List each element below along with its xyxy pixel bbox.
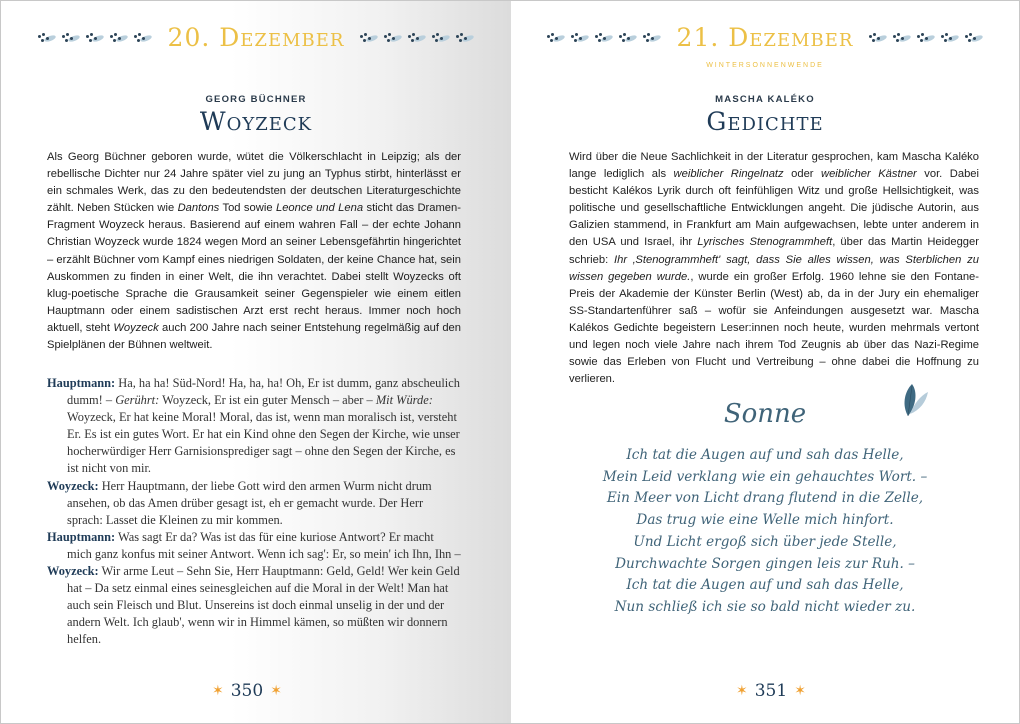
dialogue-line: Woyzeck: Wir arme Leut – Sehn Sie, Herr Hauptmann: Geld, Geld! Wer kein Geld hat – Da setz einmal eines seinesgleichen auf die Moral in der Welt! Man hat auch sein Fleisch und Blut. Unsereins ist doch einmal unselig in der und der andern Welt. Ich glaub', wenn wir in Himmel kämen, so müßten wir donnern helfen.: [47, 564, 460, 647]
poem-line: Mein Leid verklang wie ein gehauchtes Wort. –: [602, 468, 928, 485]
intro-paragraph: Wird über die Neue Sachlichkeit in der Literatur gesprochen, kam Mascha Kaléko lange lediglich als weiblicher Ringelnatz oder weiblicher Kästner vor. Dabei besticht Kalékos Lyrik durch oft feinfühligen Witz und große Hellsichtigkeit, was politische und gesellschaftliche Entwicklungen angeht. Die jüdische Autorin, aus Galizien stammend, in Frankfurt am Main aufgewachsen, lebte unter anderem in den USA und Israel, ihr Lyrisches Stenogrammheft, über das Martin Heidegger schrieb: Ihr ‚Stenogrammheft' sagt, dass Sie alles wissen, was Sterblichen zu wissen gegeben wurde., wurde ein großer Erfolg. 1960 lehne sie den Fontane-Preis der Akademie der Künster Berlin (West) ab, da in der Jury ein ehemaliger SS-Standartenführer saß – wofür sie Anfeindungen ausgesetzt war. Mascha Kalékos Gedichte begeistern Leser:innen noch heute, wurden mehrmals vertont und legen noch viele Jahre nach ihrem Tod Zeugnis ab über das Nazi-Regime sowie das Erleben von Flucht und Vertreibung – ohne dabei die Hoffnung zu verlieren.: [569, 151, 980, 386]
poem-line: Ein Meer von Licht drang flutend in die Zelle,: [606, 490, 924, 507]
poem-body: [511, 445, 1019, 619]
dialogue-excerpt: [47, 375, 461, 649]
left-page: [1, 1, 511, 723]
holly-ornament-icon: [358, 32, 476, 44]
poem-line: Das trug wie eine Welle mich hinfort.: [636, 512, 894, 529]
star-icon: ✶: [794, 683, 806, 699]
holly-ornament-icon: [36, 32, 154, 44]
star-icon: ✶: [212, 683, 224, 699]
dialogue-line: Woyzeck: Herr Hauptmann, der liebe Gott wird den armen Wurm nicht drum ansehen, ob das Amen drüber gesagt ist, eh er gemacht wurde. Der Herr sprach: Lasset die Kleinen zu mir kommen.: [47, 478, 432, 527]
date-title: 21. Dezember: [676, 23, 854, 52]
poem-title: Sonne: [723, 399, 807, 429]
star-icon: ✶: [736, 683, 748, 699]
holly-ornament-icon: [867, 32, 985, 44]
page-number: [736, 681, 806, 701]
page-number: [212, 681, 282, 701]
speaker-name: Hauptmann:: [47, 376, 116, 390]
star-icon: ✶: [270, 683, 282, 699]
poem-line: Ich tat die Augen auf und sah das Helle,: [626, 447, 904, 463]
dialogue-line: Hauptmann: Ha, ha ha! Süd-Nord! Ha, ha, ha! Oh, Er ist dumm, ganz abscheulich dumm! – Gerührt: Woyzeck, Er ist ein guter Mensch – aber – Mit Würde: Woyzeck, Er hat keine Moral! Moral, das ist, wenn man moralisch ist, versteht Er. Es ist ein gutes Wort. Er hat ein Kind ohne den Segen der Kirche, wie unser hocherwürdiger Herr Garnisionsprediger sagt – ohne den Segen der Kirche, es ist nicht von mir.: [47, 376, 460, 476]
date-title: 20. Dezember: [167, 23, 345, 52]
date-subtitle: WINTERSONNENWENDE: [706, 62, 824, 69]
intro-paragraph: Als Georg Büchner geboren wurde, wütet die Völkerschlacht in Leipzig; als der rebellische Dichter nur 24 Jahre später viel zu jung an Typhus stirbt, hinterlässt er ein schmales Werk, das zu den bedeutendsten der deutschen Literaturgeschichte zählt. Neben Stücken wie Dantons Tod sowie Leonce und Lena sticht das Dramen-Fragment Woyzeck heraus. Basierend auf einem wahren Fall – der echte Johann Christian Woyzeck wurde 1824 wegen Mord an seiner Lebensgefährtin hingerichtet – erzählt Büchner vom Kampf eines niedrigen Soldaten, der keine Chance hat, sein Auskommen zu finden in einer Welt, die ihn verachtet. Dabei stellt Woyzecks oft klug-poetische Sprache die Grausamkeit seiner Gegenspieler wie einem eitlen Hauptmann oder einem sadistischen Arzt erst recht heraus. Immer noch hoch aktuell, steht Woyzeck auch 200 Jahre nach seiner Entstehung regelmäßig auf den Spielplänen der Bühnen weltweit.: [47, 151, 461, 352]
date-header: [511, 25, 1019, 50]
work-title: Woyzeck: [199, 107, 313, 136]
page-number-value: 351: [754, 681, 788, 701]
author-name: MASCHA KALÉKO: [715, 94, 815, 105]
dialogue-line: Hauptmann: Was sagt Er da? Was ist das für eine kuriose Antwort? Er macht mich ganz konfus mit seiner Antwort. Wenn ich sag': Er, so mein' ich Ihn, Ihn –: [47, 529, 461, 561]
poem-line: Ich tat die Augen auf und sah das Helle,: [626, 577, 904, 594]
speaker-name: Woyzeck:: [47, 564, 99, 579]
date-header: [1, 25, 511, 50]
speaker-name: Woyzeck:: [47, 478, 99, 493]
speaker-name: Hauptmann:: [47, 529, 116, 544]
right-page: [511, 1, 1019, 723]
leaf-icon: [900, 382, 930, 418]
holly-ornament-icon: [545, 32, 663, 44]
poem-line: Nun schließ ich sie so bald nicht wieder zu.: [614, 598, 916, 615]
work-title: Gedichte: [706, 107, 824, 136]
poem-line: Durchwachte Sorgen gingen leis zur Ruh. –: [615, 555, 915, 572]
author-name: GEORG BÜCHNER: [205, 94, 307, 105]
page-number-value: 350: [230, 681, 264, 701]
poem-line: Und Licht ergoß sich über jede Stelle,: [633, 533, 897, 550]
